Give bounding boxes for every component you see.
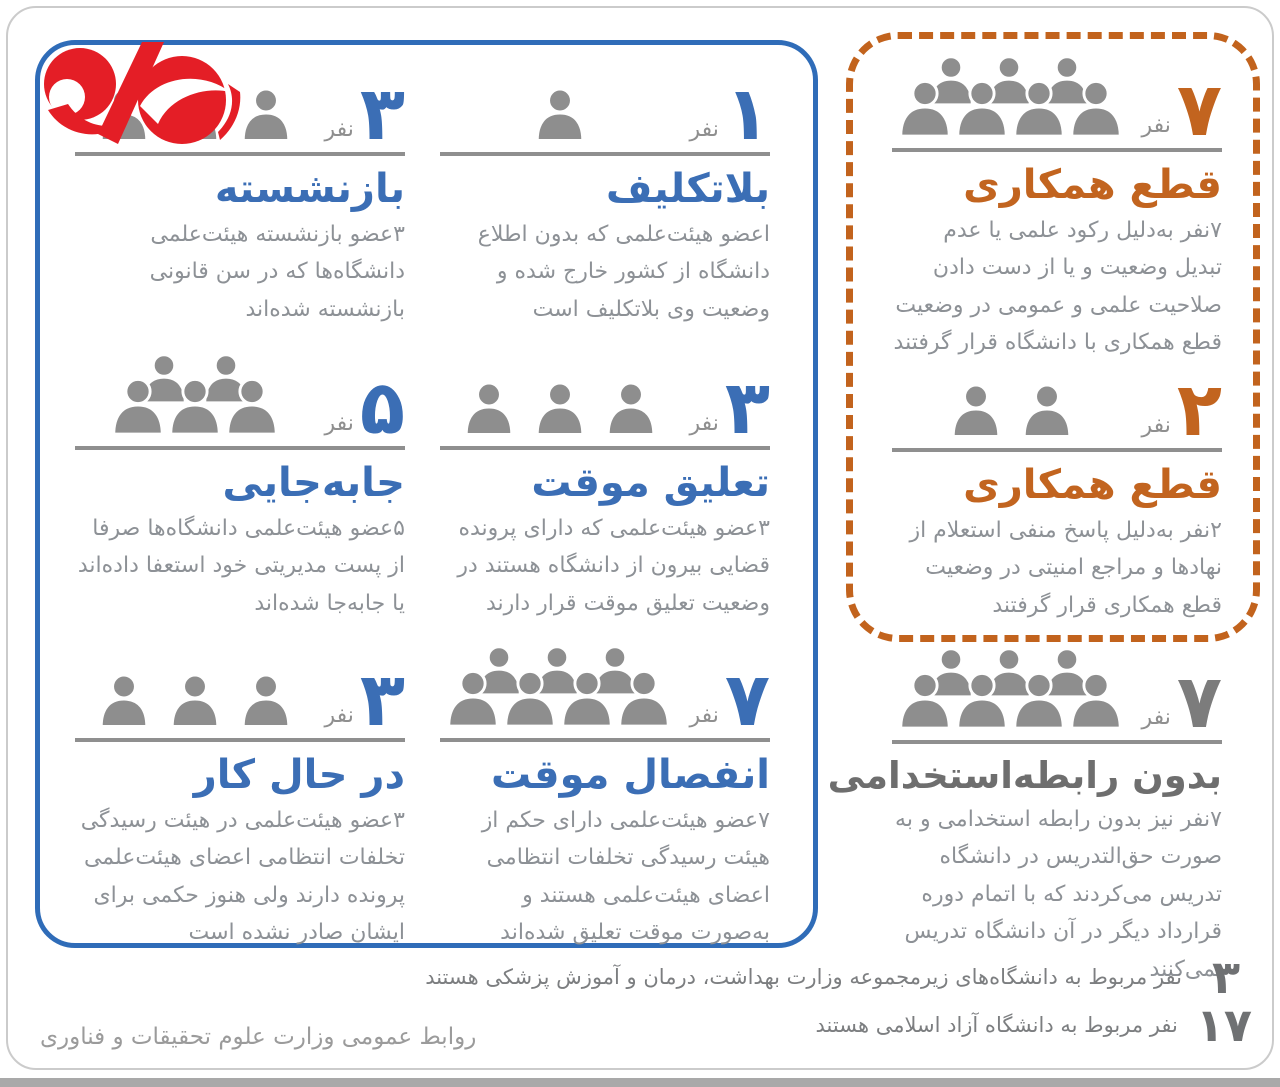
- section-header: [892, 644, 1222, 744]
- people-icons: [75, 352, 314, 438]
- section-temporary-dismissal: [440, 642, 770, 952]
- person-icon: [531, 86, 589, 144]
- person-icon: [1008, 670, 1070, 732]
- person-icon: [499, 668, 561, 730]
- section-title: تعلیق موقت: [531, 460, 770, 506]
- count-unit-label: نفر: [1141, 413, 1171, 438]
- person-icon: [602, 380, 660, 438]
- section-relocation: [75, 350, 405, 622]
- people-icons: [440, 644, 679, 730]
- person-icon: [556, 668, 618, 730]
- person-icon: [1018, 382, 1076, 440]
- person-icon: [894, 670, 956, 732]
- section-temporary-suspension: [440, 350, 770, 622]
- section-description: ۲نفر به‌دلیل پاسخ منفی استعلام از نهادها و مراجع امنیتی در وضعیت قطع همکاری قرار گرفتند: [909, 518, 1222, 618]
- section-header: [440, 350, 770, 450]
- section-header: [75, 642, 405, 742]
- footnote-row: [425, 950, 1252, 1004]
- count-number: ۳: [724, 364, 770, 451]
- footnote-number: ۱۷: [1195, 998, 1252, 1052]
- footnote-number: ۳: [1211, 950, 1241, 1004]
- section-header: [75, 350, 405, 450]
- section-title: بدون رابطه‌استخدامی: [827, 754, 1222, 797]
- section-cooperation-cut-7: [892, 52, 1222, 362]
- section-description: اعضو هیئت‌علمی که بدون اطلاع دانشگاه از کشور خارج شده و وضعیت وی بلاتکلیف است: [477, 222, 770, 322]
- section-header: [440, 56, 770, 156]
- count-number: ۳: [359, 70, 405, 157]
- person-icon: [613, 668, 675, 730]
- person-icon: [442, 668, 504, 730]
- person-icon: [947, 382, 1005, 440]
- person-icon: [1065, 670, 1127, 732]
- person-icon: [1008, 78, 1070, 140]
- people-icons: [440, 380, 679, 438]
- section-title: انفصال موقت: [491, 752, 770, 798]
- count-unit-label: نفر: [324, 411, 354, 436]
- people-icons: [75, 672, 314, 730]
- count-unit-label: نفر: [689, 703, 719, 728]
- section-title: بلاتکلیف: [606, 166, 770, 212]
- section-title: جابه‌جایی: [222, 460, 405, 506]
- count-number: ۱: [724, 70, 770, 157]
- people-icons: [892, 382, 1131, 440]
- count-unit-label: نفر: [324, 703, 354, 728]
- section-description: ۳عضو هیئت‌علمی که دارای پرونده قضایی بیرون از دانشگاه هستند در وضعیت تعلیق موقت قرار دارند: [457, 516, 770, 616]
- count-unit-label: نفر: [689, 117, 719, 142]
- section-undecided: [440, 56, 770, 328]
- count-unit-label: نفر: [324, 117, 354, 142]
- section-title: بازنشسته: [214, 166, 405, 212]
- person-icon: [894, 78, 956, 140]
- person-icon: [164, 376, 226, 438]
- person-icon: [107, 376, 169, 438]
- section-title: قطع همکاری: [963, 162, 1222, 208]
- section-description: ۷نفر به‌دلیل رکود علمی یا عدم تبدیل وضعیت و یا از دست دادن صلاحیت علمی و عمومی در وضعیت قطع همکاری با دانشگاه قرار گرفتند: [893, 218, 1222, 356]
- person-icon: [1065, 78, 1127, 140]
- section-description: ۵عضو هیئت‌علمی دانشگاه‌ها صرفا از پست مدیریتی خود استعفا داده‌اند یا جابه‌جا شده‌اند: [77, 516, 405, 616]
- person-icon: [531, 380, 589, 438]
- count-unit-label: نفر: [1141, 705, 1171, 730]
- footnotes: [425, 950, 1252, 1052]
- section-title: قطع همکاری: [963, 462, 1222, 508]
- section-title: در حال کار: [193, 752, 405, 798]
- count-number: ۲: [1176, 366, 1222, 453]
- credit-line: روابط عمومی وزارت علوم تحقیقات و فناوری: [40, 1024, 477, 1050]
- count-unit-label: نفر: [689, 411, 719, 436]
- footnote-text: نفر مربوط به دانشگاه‌های زیرمجموعه وزارت بهداشت، درمان و آموزش پزشکی هستند: [425, 965, 1182, 989]
- count-number: ۳: [359, 656, 405, 743]
- count-number: ۷: [1176, 658, 1222, 745]
- section-no-employment-relation: [827, 644, 1222, 988]
- person-icon: [460, 380, 518, 438]
- bottom-strip: [0, 1078, 1280, 1087]
- footnote-row: [425, 998, 1252, 1052]
- people-icons: [892, 54, 1131, 140]
- count-number: ۵: [359, 364, 405, 451]
- person-icon: [166, 672, 224, 730]
- count-number: ۷: [724, 656, 770, 743]
- people-icons: [440, 86, 679, 144]
- section-header: [892, 52, 1222, 152]
- count-number: ۷: [1176, 66, 1222, 153]
- person-icon: [95, 672, 153, 730]
- mehr-news-logo-icon: [36, 40, 241, 156]
- section-description: ۳عضو هیئت‌علمی در هیئت رسیدگی تخلفات انتظامی اعضای هیئت‌علمی پرونده دارند ولی هنوز حکمی برای ایشان صادر نشده است: [80, 808, 405, 946]
- section-description: ۷عضو هیئت‌علمی دارای حکم از هیئت رسیدگی تخلفات انتظامی اعضای هیئت‌علمی هستند و به‌صورت موقت تعلیق شده‌اند: [481, 808, 770, 946]
- section-description: ۷نفر نیز بدون رابطه استخدامی و به صورت حق‌التدریس در دانشگاه تدریس می‌کردند که با اتمام دوره قرارداد دیگر در آن دانشگاه تدریس نمی‌کنند: [895, 807, 1222, 982]
- person-icon: [237, 672, 295, 730]
- section-working: [75, 642, 405, 952]
- section-header: [440, 642, 770, 742]
- count-unit-label: نفر: [1141, 113, 1171, 138]
- person-icon: [237, 86, 295, 144]
- section-header: [892, 352, 1222, 452]
- person-icon: [951, 670, 1013, 732]
- section-cooperation-cut-2: [892, 352, 1222, 624]
- people-icons: [892, 646, 1131, 732]
- person-icon: [221, 376, 283, 438]
- person-icon: [951, 78, 1013, 140]
- footnote-text: نفر مربوط به دانشگاه آزاد اسلامی هستند: [815, 1013, 1178, 1037]
- section-description: ۳عضو بازنشسته هیئت‌علمی دانشگاه‌ها که در سن قانونی بازنشسته شده‌اند: [149, 222, 405, 322]
